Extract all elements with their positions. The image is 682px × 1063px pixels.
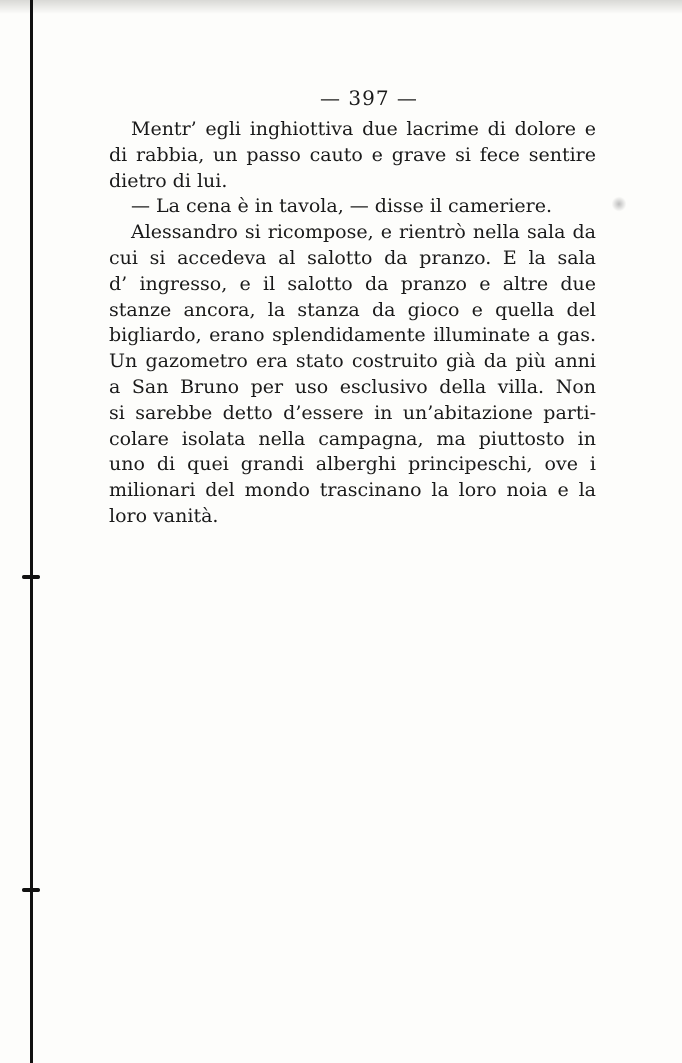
text-line: stanze ancora, la stanza da gioco e quella del bbox=[109, 298, 596, 321]
ink-smudge bbox=[612, 196, 626, 212]
page-number: — 397 — bbox=[320, 86, 418, 110]
text-line: colare isolata nella campagna, ma piuttosto in bbox=[109, 427, 596, 450]
text-line: bigliardo, erano splendidamente illuminate a gas. bbox=[109, 324, 596, 347]
scan-edge-shadow bbox=[0, 0, 682, 14]
binding-mark bbox=[22, 888, 40, 892]
binding-margin-line bbox=[30, 0, 33, 1063]
text-line: Alessandro si ricompose, e rientrò nella sala da bbox=[131, 221, 596, 244]
body-text bbox=[109, 117, 596, 530]
binding-mark bbox=[22, 575, 40, 579]
text-line: dietro di lui. bbox=[109, 169, 228, 192]
text-line: Mentr’ egli inghiottiva due lacrime di dolore e bbox=[131, 118, 596, 140]
text-line: uno di quei grandi alberghi principeschi, ove i bbox=[109, 453, 596, 476]
text-line: cui si accedeva al salotto da pranzo. E la sala bbox=[109, 246, 596, 269]
text-line: a San Bruno per uso esclusivo della villa. Non bbox=[109, 375, 596, 398]
text-line: Un gazometro era stato costruito già da più anni bbox=[109, 350, 596, 373]
text-line: d’ ingresso, e il salotto da pranzo e altre due bbox=[109, 272, 596, 295]
text-line: milionari del mondo trascinano la loro noia e la bbox=[109, 479, 596, 502]
text-line: di rabbia, un passo cauto e grave si fece sentire bbox=[109, 143, 596, 166]
text-line: — La cena è in tavola, — disse il cameriere. bbox=[131, 195, 553, 218]
text-line: loro vanità. bbox=[109, 504, 219, 527]
text-line: si sarebbe detto d’essere in un’abitazione parti- bbox=[109, 401, 596, 424]
